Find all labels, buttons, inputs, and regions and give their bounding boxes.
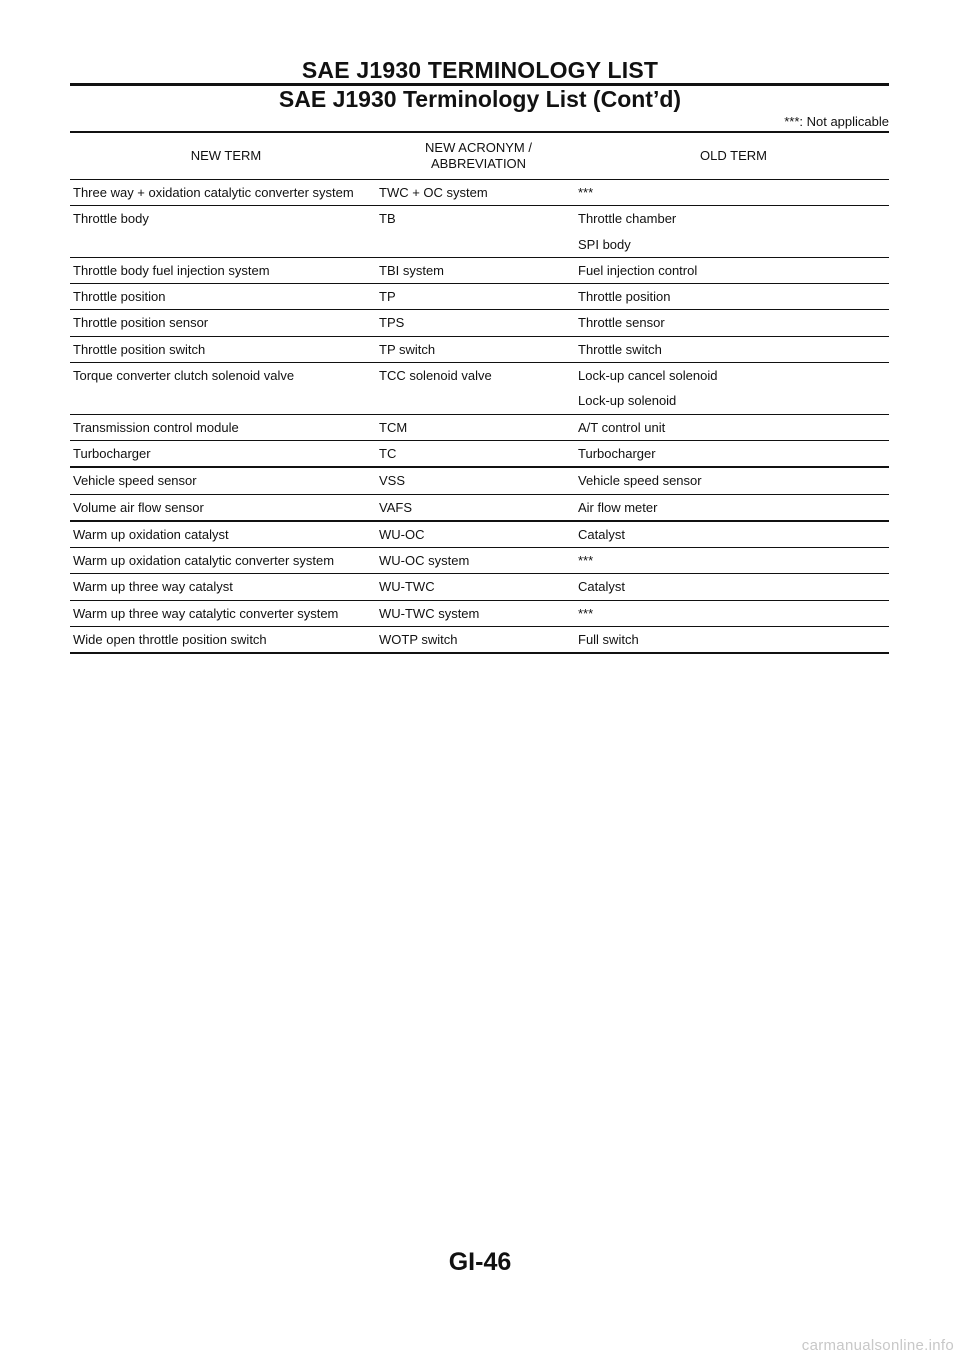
column-header-new-term: NEW TERM [190,148,262,163]
new-term-cell [70,180,379,205]
new-term-text: Warm up oxidation catalyst [73,526,229,542]
old-term-text: Full switch [578,632,639,648]
old-term-text: Turbocharger [578,445,656,461]
table-row [70,522,889,548]
table-row [70,548,889,574]
old-term-cell [578,310,889,335]
acronym-text: VSS [379,473,406,489]
old-term-cell [578,337,889,362]
acronym-text: TC [379,445,397,461]
table-row [70,363,889,415]
new-term-text: Warm up three way catalytic converter system [73,605,339,621]
old-term-cell [578,522,889,547]
acronym-cell [379,601,578,626]
new-term-text: Vehicle speed sensor [73,473,197,489]
table-row [70,284,889,310]
acronym-text: TP [379,289,396,305]
new-term-text: Warm up oxidation catalytic converter system [73,553,335,569]
old-term-cell [578,415,889,440]
old-term-text: Catalyst [578,579,625,595]
old-term-cell [578,495,889,520]
old-term-text: Throttle sensor [578,315,665,331]
new-term-text: Transmission control module [73,419,239,435]
new-term-text: Turbocharger [73,445,151,461]
acronym-cell [379,415,578,440]
table-row [70,337,889,363]
acronym-cell [379,468,578,493]
page-number: GI-46 [448,1248,512,1276]
new-term-cell [70,284,379,309]
table-row [70,180,889,206]
new-term-cell [70,468,379,493]
acronym-cell [379,495,578,520]
new-term-text: Torque converter clutch solenoid valve [73,368,295,384]
page-subtitle: SAE J1930 Terminology List (Cont’d) [278,86,682,112]
acronym-text: TP switch [379,341,436,357]
old-term-text: Lock-up cancel solenoid [578,368,718,384]
acronym-cell [379,522,578,547]
acronym-text: WU-TWC system [379,605,480,621]
acronym-text: VAFS [379,499,412,515]
watermark-text: carmanualsonline.info [801,1337,954,1354]
new-term-cell [70,415,379,440]
old-term-text: A/T control unit [578,419,666,435]
column-header-new-acronym: NEW ACRONYM / ABBREVIATION [425,140,532,171]
new-term-text: Throttle body fuel injection system [73,262,270,278]
table-row [70,415,889,441]
table-header-row [70,133,889,180]
new-term-text: Throttle body [73,211,149,227]
acronym-text: TPS [379,315,405,331]
section-title: SAE J1930 TERMINOLOGY LIST [301,57,659,83]
new-term-cell [70,522,379,547]
table-row [70,206,889,258]
acronym-text: WU-OC system [379,553,470,569]
old-term-text: Lock-up solenoid [578,393,677,409]
table-row [70,574,889,600]
acronym-cell [379,574,578,599]
table-row [70,310,889,336]
acronym-text: WU-OC [379,526,425,542]
new-term-cell [70,258,379,283]
acronym-cell [379,441,578,466]
old-term-text: *** [578,553,594,569]
new-term-cell [70,495,379,520]
acronym-text: TCC solenoid valve [379,368,492,384]
acronym-text: TCM [379,419,408,435]
new-term-text: Throttle position sensor [73,315,209,331]
table-row [70,468,889,494]
column-header-old-term: OLD TERM [700,148,767,163]
new-term-cell [70,574,379,599]
new-term-text: Three way + oxidation catalytic converter system [73,185,354,200]
acronym-cell [379,337,578,362]
old-term-text: Air flow meter [578,499,658,515]
new-term-cell [70,310,379,335]
old-term-text: Throttle switch [578,341,662,357]
acronym-text: TWC + OC system [379,185,488,200]
old-term-text: Vehicle speed sensor [578,473,702,489]
old-term-cell [578,627,889,652]
old-term-text: *** [578,185,594,200]
old-term-cell [578,284,889,309]
acronym-cell [379,548,578,573]
old-term-cell [578,468,889,493]
new-term-text: Warm up three way catalyst [73,579,233,595]
acronym-text: WOTP switch [379,632,458,648]
old-term-text: Throttle chamber [578,211,677,227]
terminology-table [70,131,889,654]
old-term-text: SPI body [578,236,631,252]
table-row [70,601,889,627]
acronym-cell [379,627,578,652]
acronym-cell [379,206,578,257]
new-term-cell [70,206,379,257]
old-term-cell [578,574,889,599]
new-term-text: Volume air flow sensor [73,499,204,515]
new-term-cell [70,548,379,573]
acronym-cell [379,310,578,335]
old-term-cell [578,601,889,626]
old-term-cell [578,441,889,466]
acronym-cell [379,363,578,414]
new-term-text: Throttle position [73,289,166,305]
acronym-cell [379,180,578,205]
old-term-cell [578,180,889,205]
new-term-cell [70,337,379,362]
acronym-cell [379,258,578,283]
old-term-cell [578,548,889,573]
new-term-cell [70,601,379,626]
old-term-cell [578,363,889,414]
not-applicable-note: ***: Not applicable [784,114,889,129]
new-term-cell [70,441,379,466]
old-term-text: Throttle position [578,289,671,305]
old-term-text: *** [578,605,594,621]
new-term-text: Wide open throttle position switch [73,632,267,648]
table-row [70,441,889,468]
old-term-cell [578,258,889,283]
new-term-cell [70,627,379,652]
old-term-cell [578,206,889,257]
acronym-text: TBI system [379,262,445,278]
new-term-cell [70,363,379,414]
old-term-text: Fuel injection control [578,262,698,278]
table-row [70,627,889,652]
new-term-text: Throttle position switch [73,341,206,357]
acronym-text: TB [379,211,396,227]
table-row [70,495,889,522]
table-row [70,258,889,284]
table-body [70,180,889,652]
acronym-cell [379,284,578,309]
acronym-text: WU-TWC [379,579,435,595]
old-term-text: Catalyst [578,526,625,542]
